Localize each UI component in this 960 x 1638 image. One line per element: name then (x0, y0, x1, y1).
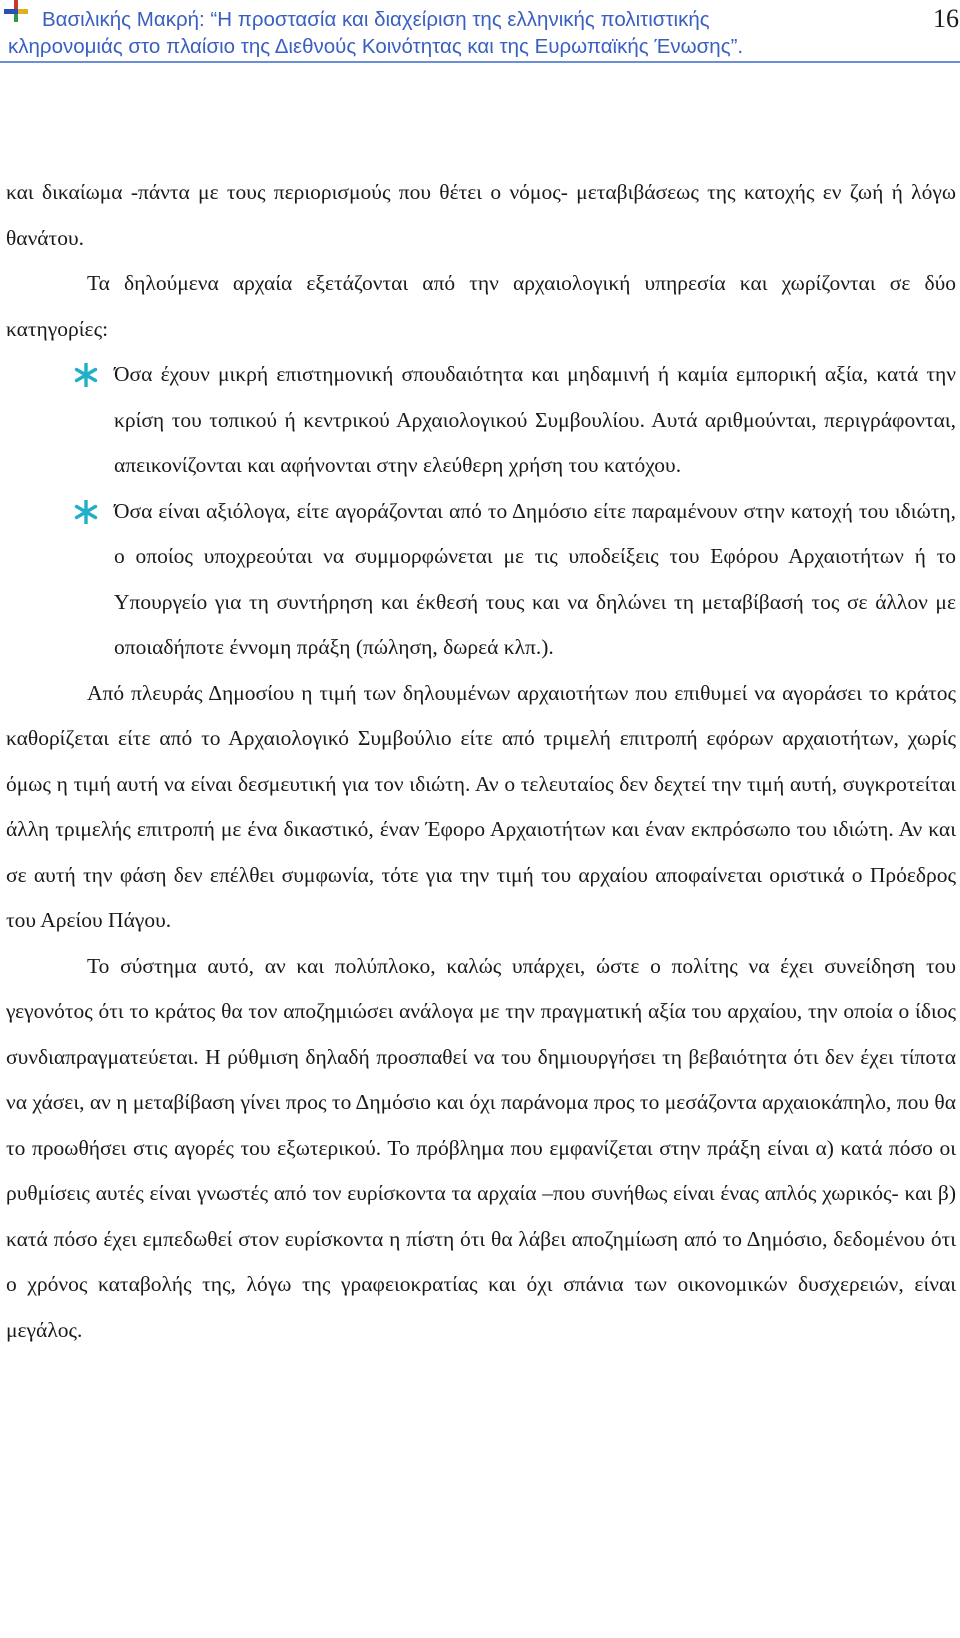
bullet-text-1: Όσα έχουν μικρή επιστημονική σπουδαιότητα και μηδαμινή ή καμία εμπορική αξία, κατά την κρίση του τοπικού ή κεντρικού Αρχαιολογικού Συμβουλίου. Αυτά αριθμούνται, περιγράφονται, απεικονίζονται και αφήνονται στην ελεύθερη χρήση του κατόχου. (114, 362, 956, 477)
bullet-text-2: Όσα είναι αξιόλογα, είτε αγοράζονται από το Δημόσιο είτε παραμένουν στην κατοχή του ιδιώτη, ο οποίος υποχρεούται να συμμορφώνεται με τις υποδείξεις του Εφόρου Αρχαιοτήτων ή το Υπουργείο για τη συντήρηση και έκθεσή τους και να δηλώνει τη μεταβίβασή τος σε άλλον με οποιαδήποτε έννομη πράξη (πώληση, δωρεά κλπ.). (114, 498, 956, 659)
header-title-line-1: Βασιλικής Μακρή: “Η προστασία και διαχείριση της ελληνικής πολιτιστικής (42, 8, 710, 31)
header-title-line-2: κληρονομιάς στο πλαίσιο της Διεθνούς Κοινότητας και της Ευρωπαϊκής Ένωσης”. (8, 35, 744, 58)
asterisk-star-icon (74, 500, 98, 524)
header-divider (0, 61, 960, 63)
paragraph-state-price: Από πλευράς Δημοσίου η τιμή των δηλουμένων αρχαιοτήτων που επιθυμεί να αγοράσει το κράτος καθορίζεται είτε από το Αρχαιολογικό Συμβούλιο είτε από τριμελή επιτροπή εφόρων αρχαιοτήτων, χωρίς όμως η τιμή αυτή να είναι δεσμευτική για τον ιδιώτη. Αν ο τελευταίος δεν δεχτεί την τιμή αυτή, συγκροτείται άλλη τριμελής επιτροπή με ένα δικαστικό, έναν Έφορο Αρχαιοτήτων και έναν εκπρόσωπο του ιδιώτη. Αν και σε αυτή την φάση δεν επέλθει συμφωνία, τότε για την τιμή του αρχαίου αποφαίνεται οριστικά ο Πρόεδρος του Αρείου Πάγου. (6, 680, 956, 932)
paragraph-continuation: και δικαίωμα -πάντα με τους περιορισμούς που θέτει ο νόμος- μεταβιβάσεως της κατοχής εν ζωή ή λόγω θανάτου. (6, 180, 956, 250)
bullet-item-1 (6, 352, 956, 489)
running-header-title (8, 6, 908, 60)
paragraph-categories-intro: Τα δηλούμενα αρχαία εξετάζονται από την αρχαιολογική υπηρεσία και χωρίζονται σε δύο κατηγορίες: (6, 271, 956, 341)
asterisk-star-icon (74, 363, 98, 387)
page-header (0, 0, 960, 62)
page-number: 16 (933, 4, 959, 33)
bullet-item-2 (6, 489, 956, 671)
paragraph-system-assessment: Το σύστημα αυτό, αν και πολύπλοκο, καλώς υπάρχει, ώστε ο πολίτης να έχει συνείδηση του γεγονότος ότι το κράτος θα τον αποζημιώσει ανάλογα με την πραγματική αξία του αρχαίου, την οποία ο ίδιος συνδιαπραγματεύεται. Η ρύθμιση δηλαδή προσπαθεί να του δημιουργήσει τη βεβαιότητα ότι δεν έχει τίποτα να χάσει, αν η μεταβίβαση γίνει προς το Δημόσιο και όχι παράνομα προς το μεσάζοντα αρχαιοκάπηλο, που θα το προωθήσει στις αγορές του εξωτερικού. Το πρόβλημα που εμφανίζεται στην πράξη είναι α) κατά πόσο οι ρυθμίσεις αυτές είναι γνωστές από τον ευρίσκοντα τα αρχαία –που συνήθως είναι ένας απλός χωρικός- και β) κατά πόσο έχει εμπεδωθεί στον ευρίσκοντα η πίστη ότι θα λάβει αποζημίωση από το Δημόσιο, δεδομένου ότι ο χρόνος καταβολής της, λόγω της γραφειοκρατίας και όχι σπάνια των οικονομικών δυσχερειών, είναι μεγάλος. (6, 953, 956, 1342)
document-body (6, 170, 956, 1353)
